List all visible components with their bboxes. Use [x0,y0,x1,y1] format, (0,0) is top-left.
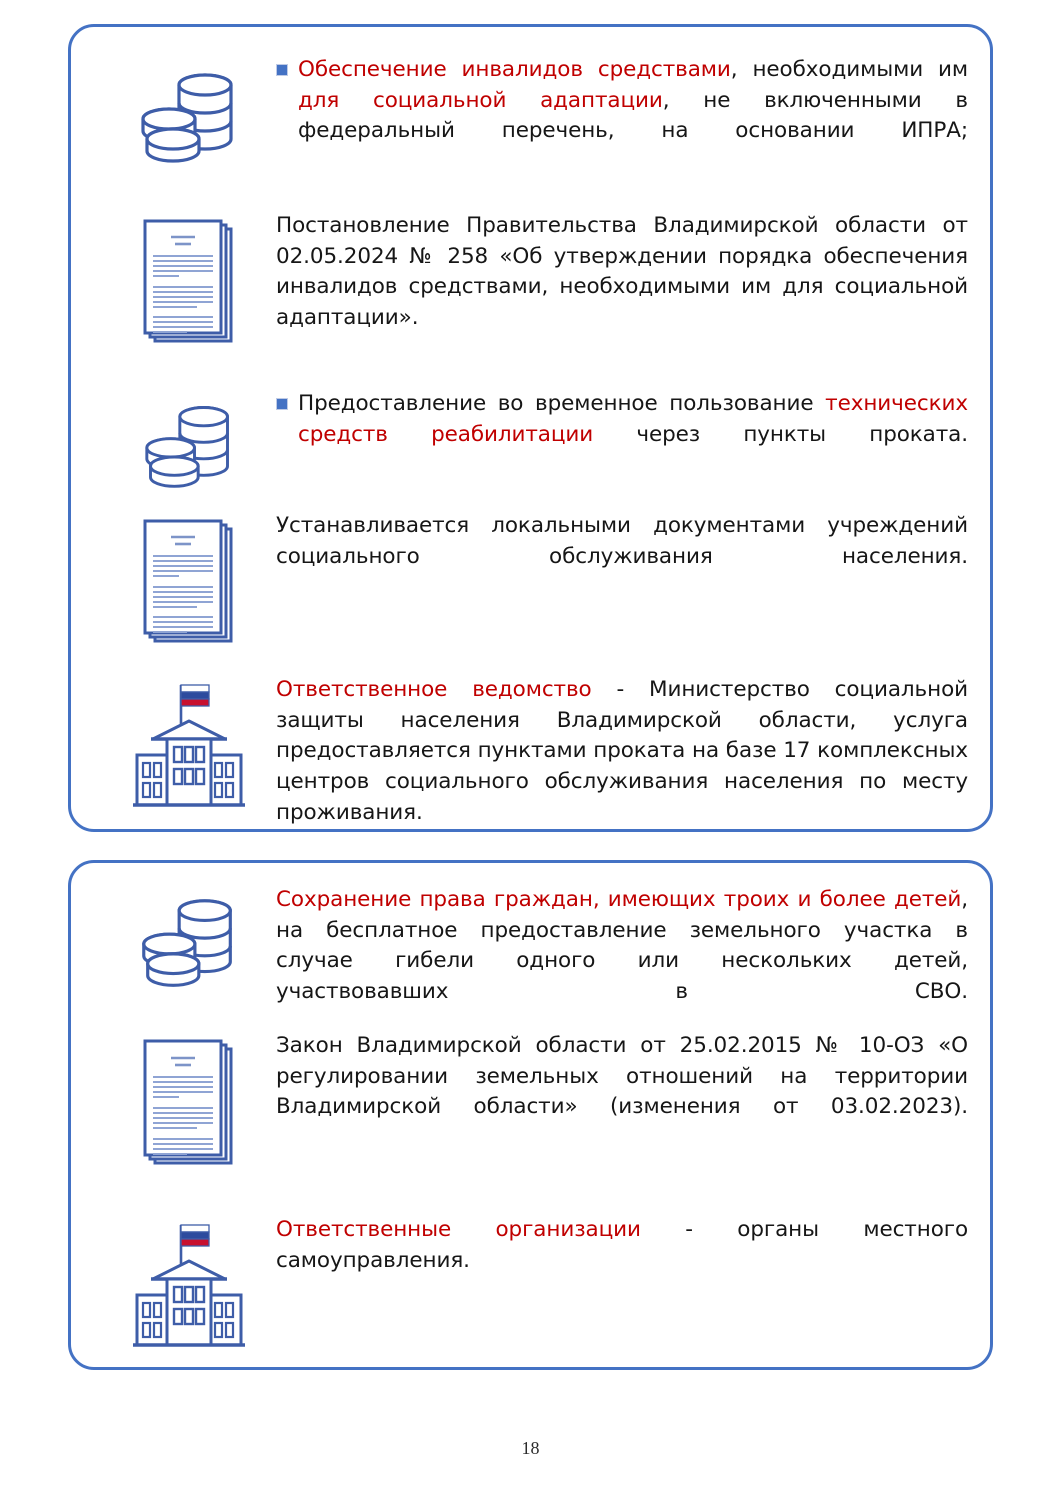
body-text: , необходимыми им [730,57,968,82]
content-card-land-rights [68,860,993,1370]
content-row [101,885,968,1039]
coins-stack-icon [101,389,276,501]
square-bullet-icon [276,398,288,410]
body-text: через пункты проката. [593,421,968,447]
body-text: , на бесплатное предоставление земельного участка в случае гибели одного или нескольких детей, участвовавших в СВО. [276,887,968,1005]
body-text: - Министерство социальной защиты населения Владимирской области, услуга предоставляется пунктами проката на базе 17 комплексных центров социального обслуживания населения по месту проживания. [276,677,969,825]
row-text [276,885,968,1039]
government-building-icon [101,1215,276,1353]
government-building-icon [101,675,276,813]
content-row [101,675,968,859]
row-text [276,511,968,603]
body-text: Предоставление во временное пользование [298,391,826,416]
body-text: Постановление Правительства Владимирской области от 02.05.2024 № 258 «Об утверждении порядка обеспечения инвалидов средствами, необходимыми им для социальной адаптации». [276,213,968,331]
highlighted-text: Ответственные организации [276,1217,641,1242]
highlighted-text: Ответственное ведомство [276,677,592,702]
body-text: Закон Владимирской области от 25.02.2015 № 10-ОЗ «О регулировании земельных отношений на территории Владимирской области» (изменения от 03.02.2023). [276,1033,968,1120]
content-row [101,389,968,501]
body-text: Устанавливается локальными документами учреждений социального обслуживания населения. [276,513,968,569]
content-card-social-adaptation [68,24,993,832]
coins-stack-icon [101,55,276,177]
highlighted-text: Сохранение права граждан, имеющих троих и более детей [276,887,962,912]
body-text: - органы местного самоуправления. [276,1217,968,1273]
document-stack-icon [101,511,276,661]
content-row [101,211,968,365]
square-bullet-icon [276,64,288,76]
row-text [276,55,968,178]
document-stack-icon [101,211,276,361]
coins-stack-icon [101,885,276,1005]
content-row [101,1031,968,1183]
document-stack-icon [101,1031,276,1183]
highlighted-text: технических средств реабилитации [298,391,968,447]
row-text [276,675,968,859]
row-text [276,1031,968,1154]
body-text: , не включенными в федеральный перечень, на основании ИПРА; [298,87,968,144]
page-number: 18 [521,1438,540,1458]
row-text [276,389,968,481]
row-text [276,211,968,365]
highlighted-text: для социальной адаптации [298,87,663,113]
row-text [276,1215,968,1307]
content-row [101,55,968,178]
content-row [101,1215,968,1353]
highlighted-text: Обеспечение инвалидов средствами [298,57,731,82]
content-row [101,511,968,661]
